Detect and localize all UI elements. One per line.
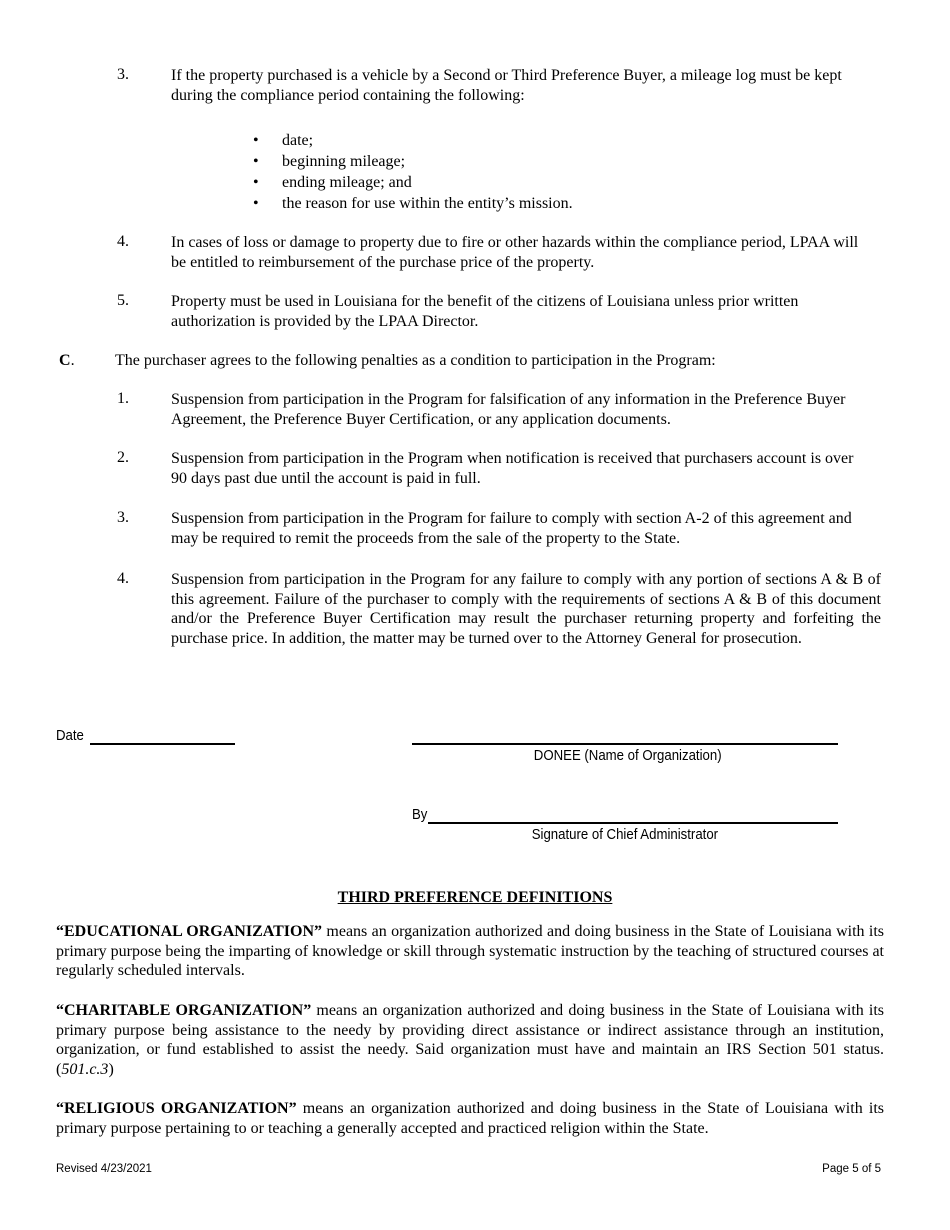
bullet-icon: • [253, 153, 259, 170]
list-item-text: ending mileage; and [282, 174, 412, 191]
loss-damage-paragraph: In cases of loss or damage to property due to fire or other hazards within the compliance period, LPAA will be entitled to reimbursement of the purchase price of the property. [171, 234, 859, 271]
penalty-paragraph: Suspension from participation in the Program for falsification of any information in the Preference Buyer Agreement, the Preference Buyer Certification, or any application documents. [171, 391, 846, 428]
definitions-heading: THIRD PREFERENCE DEFINITIONS [337, 889, 613, 906]
revised-date: Revised 4/23/2021 [56, 1163, 152, 1175]
religious-term: “RELIGIOUS ORGANIZATION” [56, 1100, 297, 1117]
list-item [253, 151, 573, 172]
item-number: 3. [117, 509, 129, 526]
list-item-text: date; [282, 132, 314, 149]
list-item-text: the reason for use within the entity’s mission. [282, 195, 573, 212]
section-c-intro: The purchaser agrees to the following penalties as a condition to participation in the Program: [115, 352, 716, 369]
item-number: 3. [117, 66, 129, 83]
educational-definition: “EDUCATIONAL ORGANIZATION” means an organization authorized and doing business in the State of Louisiana with its primary purpose being the imparting of knowledge or skill through systematic instruction by the teaching of structured courses at regularly scheduled intervals. [56, 923, 884, 979]
charitable-term: “CHARITABLE ORGANIZATION” [56, 1002, 312, 1019]
list-item-text: beginning mileage; [282, 153, 406, 170]
date-label: Date [56, 727, 84, 744]
irs-citation: 501.c.3 [61, 1060, 109, 1078]
date-line[interactable] [90, 743, 235, 745]
list-item [253, 172, 573, 193]
list-item [253, 130, 573, 151]
bullet-icon: • [253, 174, 259, 191]
signature-label: Signature of Chief Administrator [531, 826, 719, 843]
louisiana-use-paragraph: Property must be used in Louisiana for the benefit of the citizens of Louisiana unless prior written authorization is provided by the LPAA Director. [171, 293, 799, 330]
by-label: By [412, 806, 428, 823]
donee-name-line[interactable] [412, 743, 838, 745]
donee-label: DONEE (Name of Organization) [534, 747, 722, 764]
item-number: 1. [117, 390, 129, 407]
mileage-log-paragraph: If the property purchased is a vehicle by a Second or Third Preference Buyer, a mileage log must be kept during the compliance period containing the following: [171, 67, 842, 104]
penalty-paragraph: Suspension from participation in the Program for failure to comply with section A-2 of this agreement and may be required to remit the proceeds from the sale of the property to the State. [171, 510, 852, 547]
item-number: 4. [117, 570, 129, 587]
educational-term: “EDUCATIONAL ORGANIZATION” [56, 923, 323, 940]
list-item [253, 193, 573, 214]
bullet-icon: • [253, 132, 259, 149]
charitable-definition: “CHARITABLE ORGANIZATION” means an organization authorized and doing business in the State of Louisiana with its primary purpose being assistance to the needy by providing direct assistance or indirect assistance through an institution, organization, or fund established to assist the needy. Said organization must have and maintain an IRS Section 501 status. (501.c.3) [56, 1002, 885, 1078]
penalty-paragraph: Suspension from participation in the Program for any failure to comply with any portion of sections A & B of this agreement. Failure of the purchaser to comply with the requirements of sections A & B of this document and/or the Preference Buyer Certification may result the purchaser returning property and forfeiting the purchase price. In addition, the matter may be turned over to the Attorney General for prosecution. [171, 571, 881, 647]
bullet-icon: • [253, 195, 259, 212]
signature-line[interactable] [428, 822, 838, 824]
page-number: Page 5 of 5 [822, 1163, 881, 1175]
mileage-log-list [253, 130, 573, 214]
penalty-paragraph: Suspension from participation in the Program when notification is received that purchasers account is over 90 days past due until the account is paid in full. [171, 450, 854, 487]
item-number: 5. [117, 292, 129, 309]
item-number: 2. [117, 449, 129, 466]
item-number: 4. [117, 233, 129, 250]
section-c-label: C. [59, 352, 75, 369]
religious-definition: “RELIGIOUS ORGANIZATION” means an organization authorized and doing business in the State of Louisiana with its primary purpose pertaining to or teaching a generally accepted and practiced religion within the State. [56, 1100, 884, 1137]
